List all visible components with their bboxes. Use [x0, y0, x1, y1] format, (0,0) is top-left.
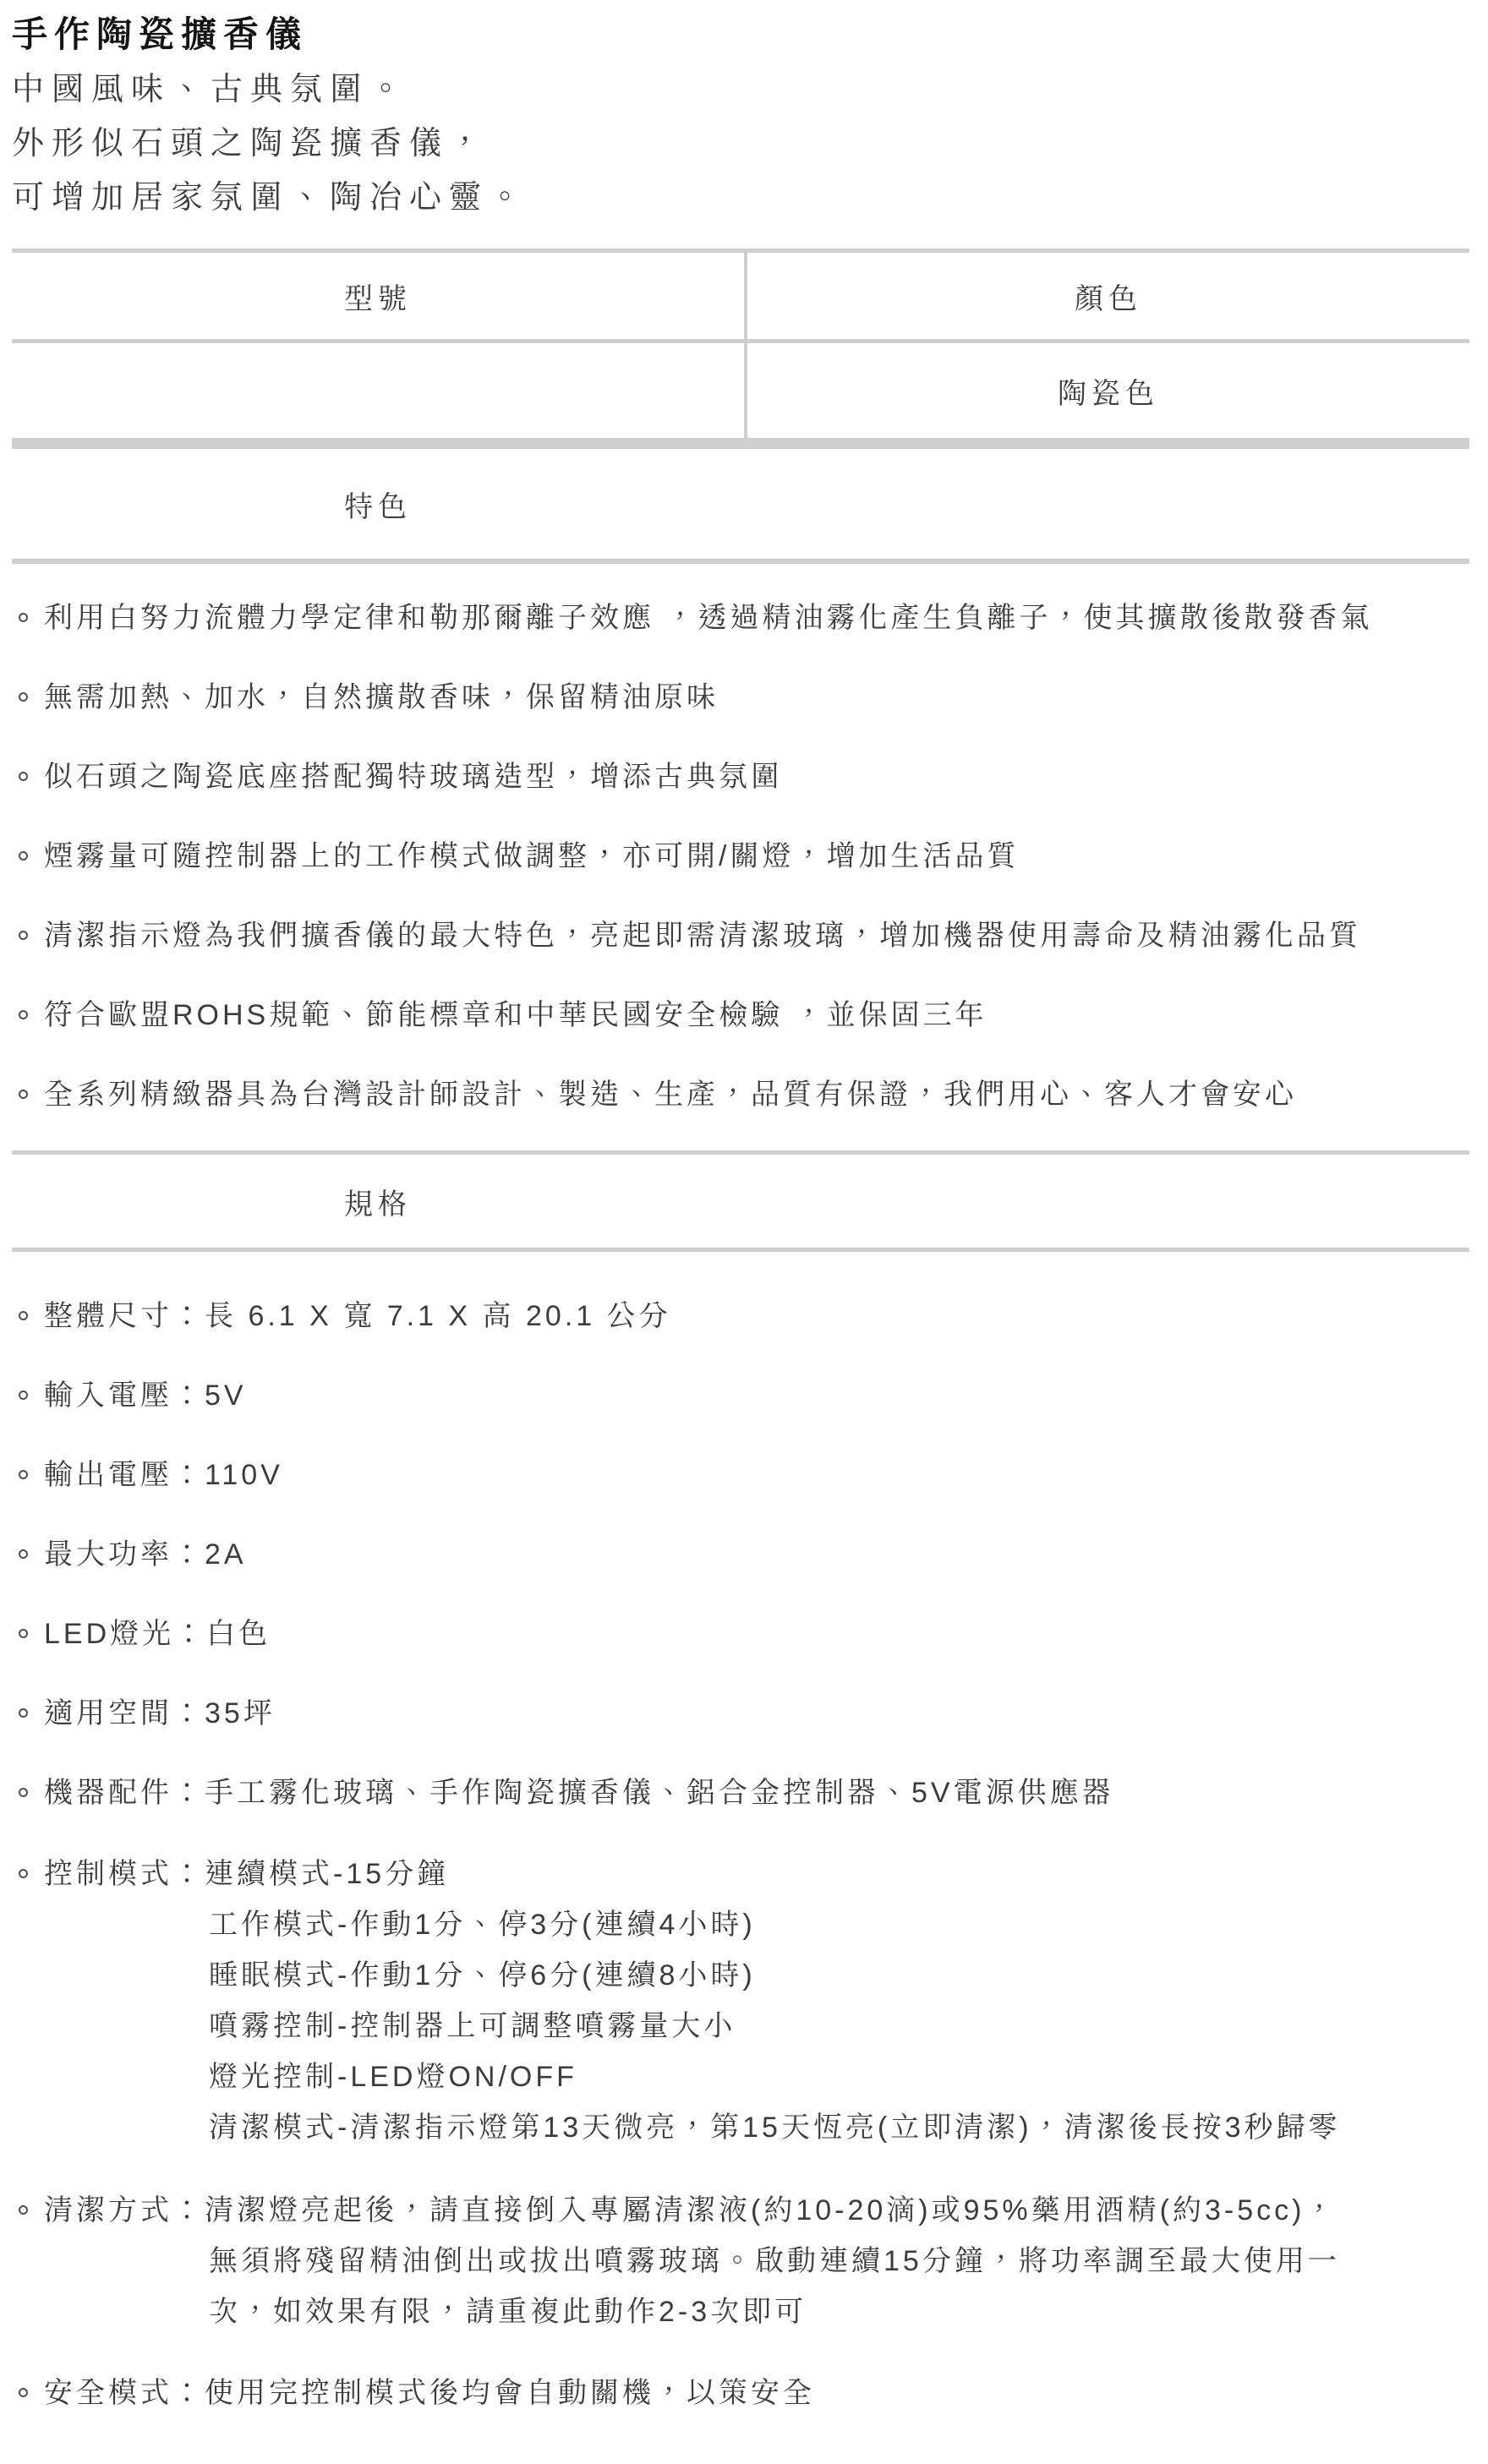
circle-bullet-icon: [19, 692, 28, 702]
feature-item: [0, 912, 1488, 959]
spec-item-input-voltage: [0, 1372, 1488, 1419]
feature-text: 全系列精緻器具為台灣設計師設計、製造、生產，品質有保證，我們用心、客人才會安心: [44, 1079, 1297, 1111]
spec-item-area: [0, 1690, 1488, 1737]
specs-list: [0, 1292, 1488, 2417]
feature-text: 利用白努力流體力學定律和勒那爾離子效應 ，透過精油霧化產生負離子，使其擴散後散發香氣: [44, 602, 1373, 634]
specs-header-underline: [12, 1248, 1469, 1252]
intro-line: 中國風味、古典氛圍。: [12, 72, 410, 107]
control-mode-line: 清潔模式-清潔指示燈第13天微亮，第15天恆亮(立即清潔)，清潔後長按3秒歸零: [209, 2112, 1341, 2144]
intro-line: 外形似石頭之陶瓷擴香儀，: [12, 126, 490, 161]
specs-header-row: [12, 1155, 1469, 1248]
feature-item: [0, 833, 1488, 880]
product-title: 手作陶瓷擴香儀: [12, 14, 309, 54]
feature-text: 似石頭之陶瓷底座搭配獨特玻璃造型，增添古典氛圍: [44, 761, 783, 793]
intro-line: 可增加居家氛圍、陶冶心靈。: [12, 180, 529, 216]
circle-bullet-icon: [19, 1708, 28, 1718]
circle-bullet-icon: [19, 1010, 28, 1019]
circle-bullet-icon: [19, 1390, 28, 1400]
spec-item-led-light: [0, 1610, 1488, 1658]
circle-bullet-icon: [19, 1470, 28, 1479]
spec-item-output-voltage: [0, 1451, 1488, 1499]
circle-bullet-icon: [19, 1549, 28, 1559]
control-mode-line: 工作模式-作動1分、停3分(連續4小時): [209, 1909, 756, 1941]
circle-bullet-icon: [19, 1090, 28, 1099]
feature-text: 無需加熱、加水，自然擴散香味，保留精油原味: [44, 681, 719, 713]
spec-item-control-modes: [0, 1849, 1488, 2153]
spec-text: 安全模式：使用完控制模式後均會自動關機，以策安全: [44, 2377, 815, 2409]
spec-text: 最大功率：2A: [44, 1538, 247, 1571]
model-value-cell: [12, 343, 744, 438]
table-header-row: [12, 253, 1469, 339]
circle-bullet-icon: [19, 1869, 28, 1878]
specs-section-header: [12, 1150, 1469, 1252]
feature-item: [0, 674, 1488, 721]
circle-bullet-icon: [19, 1788, 28, 1797]
spec-text: LED燈光：白色: [44, 1618, 271, 1650]
specs-heading: 規格: [344, 1188, 412, 1221]
features-header-row: [12, 449, 1469, 559]
cleaning-line: 清潔方式：清潔燈亮起後，請直接倒入專屬清潔液(約10-20滴)或95%藥用酒精(約3-5cc)，: [44, 2194, 1338, 2226]
model-header-cell: 型號: [344, 282, 412, 315]
spec-text: 輸入電壓：5V: [44, 1380, 247, 1412]
features-heading: 特色: [344, 490, 412, 523]
cleaning-line: 無須將殘留精油倒出或拔出噴霧玻璃。啟動連續15分鐘，將功率調至最大使用一: [209, 2245, 1340, 2277]
circle-bullet-icon: [19, 931, 28, 940]
spec-table: [12, 249, 1469, 564]
cleaning-line: 次，如效果有限，請重複此動作2-3次即可: [209, 2296, 807, 2328]
circle-bullet-icon: [19, 1629, 28, 1638]
feature-text: 清潔指示燈為我們擴香儀的最大特色，亮起即需清潔玻璃，增加機器使用壽命及精油霧化品質: [44, 920, 1361, 952]
table-bottom-border: [12, 438, 1469, 449]
feature-item: [0, 1071, 1488, 1118]
spec-item-safety-mode: [0, 2369, 1488, 2417]
table-value-row: [12, 343, 1469, 438]
control-mode-line: 睡眠模式-作動1分、停6分(連續8小時): [209, 1959, 756, 1991]
control-mode-line: 控制模式：連續模式-15分鐘: [44, 1858, 450, 1890]
circle-bullet-icon: [19, 2205, 28, 2215]
circle-bullet-icon: [19, 2388, 28, 2397]
control-mode-line: 燈光控制-LED燈ON/OFF: [209, 2061, 577, 2093]
color-header-cell: 顏色: [744, 253, 1469, 339]
spec-item-accessories: [0, 1769, 1488, 1817]
color-value-cell: 陶瓷色: [744, 343, 1469, 438]
spec-item-cleaning-method: [0, 2185, 1488, 2337]
circle-bullet-icon: [19, 1311, 28, 1320]
features-list: [0, 594, 1488, 1118]
spec-text: 輸出電壓：110V: [44, 1459, 283, 1491]
feature-item: [0, 992, 1488, 1039]
feature-item: [0, 753, 1488, 800]
intro-paragraph: [12, 63, 1488, 225]
circle-bullet-icon: [19, 851, 28, 860]
circle-bullet-icon: [19, 772, 28, 781]
control-mode-line: 噴霧控制-控制器上可調整噴霧量大小: [209, 2010, 736, 2042]
spec-item-max-power: [0, 1531, 1488, 1578]
spec-text: 適用空間：35坪: [44, 1697, 276, 1729]
feature-text: 煙霧量可隨控制器上的工作模式做調整，亦可開/關燈，增加生活品質: [44, 840, 1020, 872]
spec-text: 機器配件：手工霧化玻璃、手作陶瓷擴香儀、鋁合金控制器、5V電源供應器: [44, 1777, 1114, 1809]
spec-item-dimensions: [0, 1292, 1488, 1340]
feature-text: 符合歐盟ROHS規範、節能標章和中華民國安全檢驗 ，並保固三年: [44, 999, 987, 1031]
spec-text: 整體尺寸：長 6.1 X 寬 7.1 X 高 20.1 公分: [44, 1300, 671, 1332]
features-header-underline: [12, 559, 1469, 564]
feature-item: [0, 594, 1488, 642]
circle-bullet-icon: [19, 613, 28, 622]
